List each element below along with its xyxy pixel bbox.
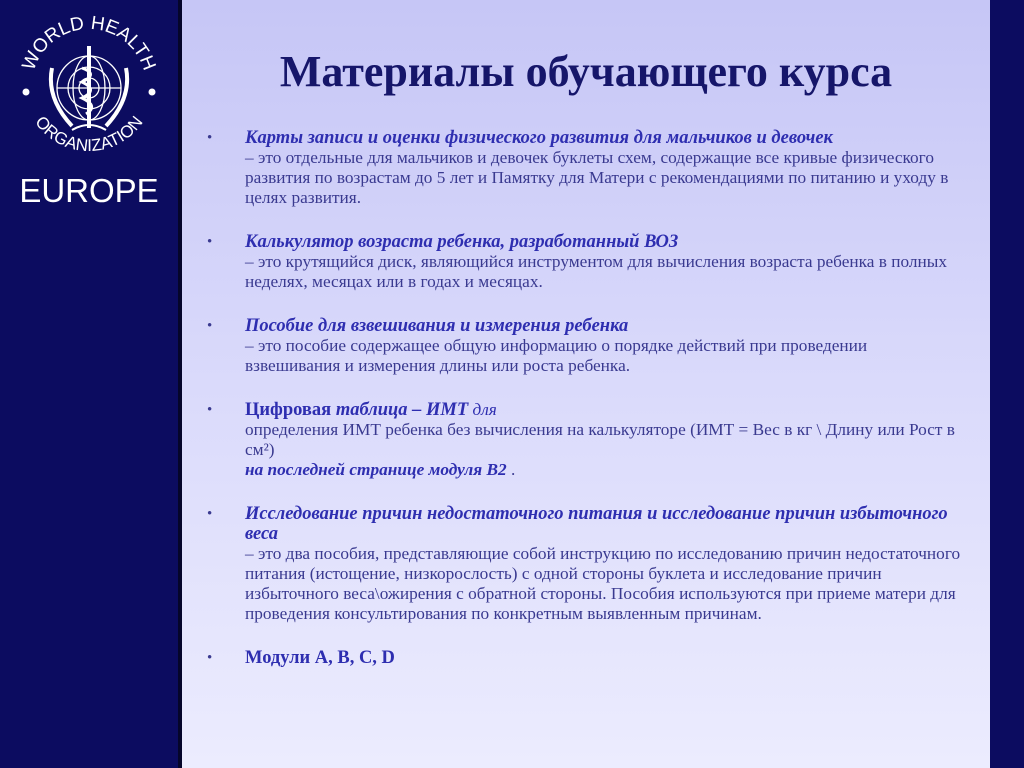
bullet-icon: • (207, 506, 213, 522)
item-heading: Калькулятор возраста ребенка, разработанный ВОЗ (245, 232, 679, 252)
item-heading-italic: таблица – ИМТ (335, 400, 469, 420)
item-connector: для (468, 400, 497, 419)
list-item (207, 128, 965, 208)
item-heading: Пособие для взвешивания и измерения ребенка (245, 316, 629, 336)
bullet-icon: • (207, 234, 213, 250)
item-body: – это пособие содержащее общую информацию о порядке действий при проведении взвешивания и измерения длины или роста ребенка. (245, 336, 868, 375)
item-heading-bold: Цифровая (245, 400, 336, 420)
who-europe-label: EUROPE (19, 172, 159, 209)
who-emblem-logo (14, 8, 164, 168)
list-item (207, 232, 965, 292)
list-item (207, 648, 965, 668)
bullet-icon: • (207, 130, 213, 146)
item-body: определения ИМТ ребенка без вычисления на калькуляторе (ИМТ = Вес в кг \ Длину или Рост в см²) (245, 420, 955, 459)
bullet-icon: • (207, 402, 213, 418)
item-heading-bold: Модули А, В, С, D (245, 648, 395, 668)
bullet-icon: • (207, 650, 213, 666)
slide-title: Материалы обучающего курса (279, 47, 893, 96)
item-end: . (506, 460, 516, 479)
list-item (207, 316, 965, 376)
svg-text:WORLD HEALTH: WORLD HEALTH (18, 12, 160, 74)
left-band (0, 0, 178, 768)
item-heading: Карты записи и оценки физического развития для мальчиков и девочек (245, 128, 833, 148)
bullet-icon: • (207, 318, 213, 334)
item-heading-line (245, 400, 965, 420)
bullet-list (207, 128, 965, 692)
item-heading: Исследование причин недостаточного питания и исследование причин избыточного веса (245, 504, 948, 544)
list-item (207, 400, 965, 480)
item-body: – это отдельные для мальчиков и девочек буклеты схем, содержащие все кривые физического развития по возрастам до 5 лет и Памятку для Матери с рекомендациями по питанию и уходу в целях развития. (245, 148, 949, 207)
item-tail-line (245, 460, 965, 480)
list-item (207, 504, 965, 624)
svg-text:ORGANIZATION: ORGANIZATION (31, 112, 147, 156)
item-tail: на последней странице модуля В2 (245, 460, 507, 479)
item-body: – это крутящийся диск, являющийся инструментом для вычисления возраста ребенка в полных неделях, месяцах или в годах и месяцах. (245, 252, 948, 291)
item-body: – это два пособия, представляющие собой инструкцию по исследованию причин недостаточного питания (истощение, низкорослость) с одной стороны буклета и исследование причин избыточного веса\ожирения с обратной стороны. Пособия используются при приеме матери для проведения консультирования по конкретным выявленным причинам. (245, 544, 961, 623)
right-band (990, 0, 1024, 768)
